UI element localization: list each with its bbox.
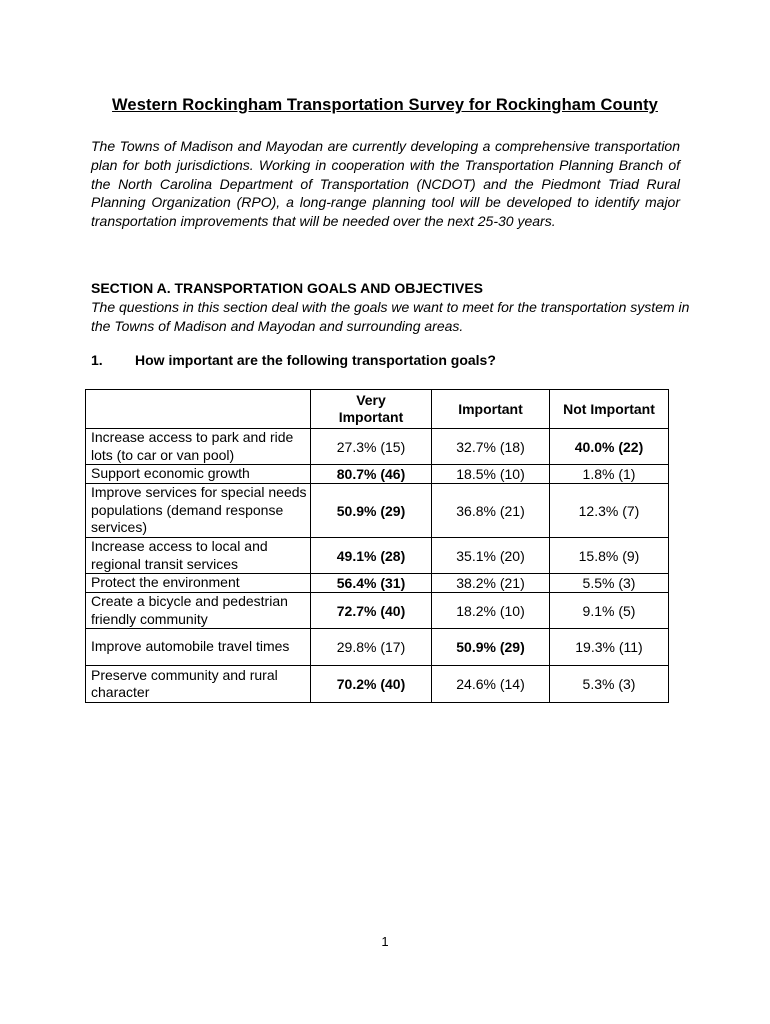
- important-cell: 32.7% (18): [432, 429, 550, 465]
- question-text: How important are the following transportation goals?: [135, 352, 496, 368]
- header-goal: [86, 390, 311, 429]
- important-cell: 24.6% (14): [432, 666, 550, 703]
- header-not-important: Not Important: [550, 390, 669, 429]
- section-heading: SECTION A. TRANSPORTATION GOALS AND OBJECTIVES: [91, 280, 484, 296]
- goal-cell: Create a bicycle and pedestrian friendly community: [86, 593, 311, 629]
- header-very-important: [311, 390, 432, 429]
- table-header-row: [86, 390, 669, 429]
- very-important-cell: 70.2% (40): [311, 666, 432, 703]
- very-important-cell: 56.4% (31): [311, 574, 432, 593]
- goal-cell: Improve services for special needs populations (demand response services): [86, 484, 311, 538]
- very-important-cell: 29.8% (17): [311, 629, 432, 666]
- goal-cell: Increase access to park and ride lots (to car or van pool): [86, 429, 311, 465]
- table-row: [86, 465, 669, 484]
- goal-cell: Increase access to local and regional transit services: [86, 538, 311, 574]
- goal-cell: Preserve community and rural character: [86, 666, 311, 703]
- goals-table: [85, 389, 669, 703]
- very-important-cell: 49.1% (28): [311, 538, 432, 574]
- not-important-cell: 19.3% (11): [550, 629, 669, 666]
- not-important-cell: 5.5% (3): [550, 574, 669, 593]
- important-cell: 18.2% (10): [432, 593, 550, 629]
- table-row: [86, 666, 669, 703]
- page-number: 1: [381, 934, 389, 949]
- very-important-cell: 72.7% (40): [311, 593, 432, 629]
- table-row: [86, 484, 669, 538]
- document-title: Western Rockingham Transportation Survey for Rockingham County: [112, 96, 658, 114]
- table-row: [86, 429, 669, 465]
- not-important-cell: 12.3% (7): [550, 484, 669, 538]
- very-important-cell: 80.7% (46): [311, 465, 432, 484]
- header-important: Important: [432, 390, 550, 429]
- very-important-cell: 50.9% (29): [311, 484, 432, 538]
- not-important-cell: 1.8% (1): [550, 465, 669, 484]
- very-important-cell: 27.3% (15): [311, 429, 432, 465]
- section-description: The questions in this section deal with the goals we want to meet for the transportation system in the Towns of Madison and Mayodan and surrounding areas.: [91, 299, 690, 334]
- goal-cell: Improve automobile travel times: [86, 629, 311, 666]
- question-number: 1.: [91, 352, 103, 368]
- important-cell: 36.8% (21): [432, 484, 550, 538]
- not-important-cell: 5.3% (3): [550, 666, 669, 703]
- important-cell: 18.5% (10): [432, 465, 550, 484]
- table-row: [86, 593, 669, 629]
- intro-paragraph: The Towns of Madison and Mayodan are currently developing a comprehensive transportation plan for both jurisdictions. Working in cooperation with the Transportation Planning Branch of the North Carolina Department of Transportation (NCDOT) and the Piedmont Triad Rural Planning Organization (RPO), a long-range planning tool will be developed to identify major transportation improvements that will be needed over the next 25-30 years.: [91, 138, 680, 230]
- table-row: [86, 538, 669, 574]
- goal-cell: Support economic growth: [86, 465, 311, 484]
- table-row: [86, 574, 669, 593]
- table-row: [86, 629, 669, 666]
- not-important-cell: 15.8% (9): [550, 538, 669, 574]
- important-cell: 35.1% (20): [432, 538, 550, 574]
- important-cell: 50.9% (29): [432, 629, 550, 666]
- important-cell: 38.2% (21): [432, 574, 550, 593]
- not-important-cell: 9.1% (5): [550, 593, 669, 629]
- not-important-cell: 40.0% (22): [550, 429, 669, 465]
- goal-cell: Protect the environment: [86, 574, 311, 593]
- header-very-important-label: Very Important: [338, 392, 404, 425]
